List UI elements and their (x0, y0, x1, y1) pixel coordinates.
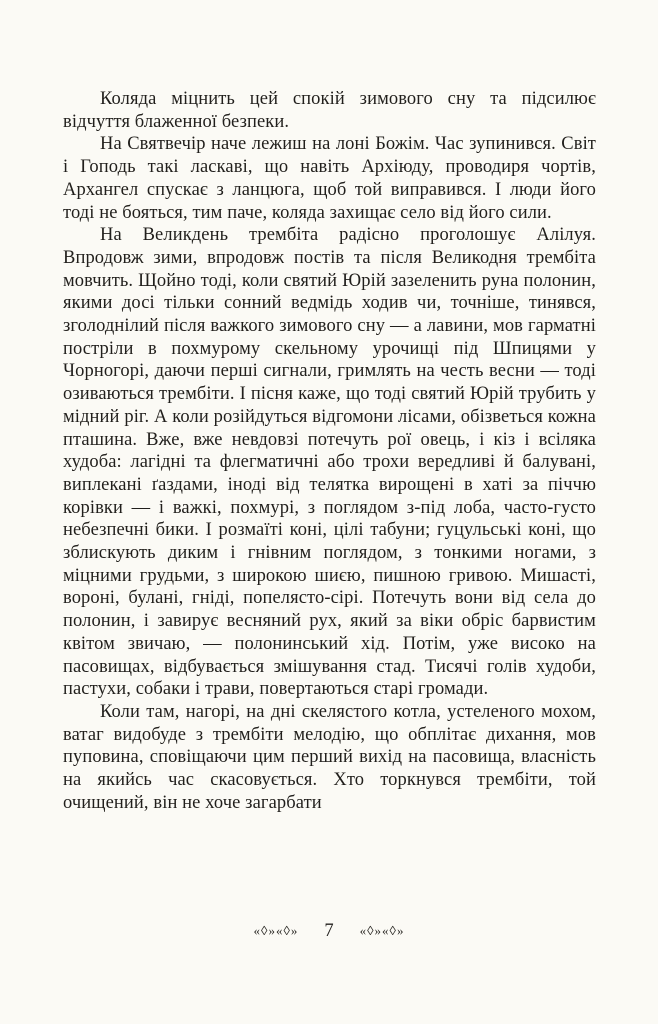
page-number: 7 (324, 921, 334, 941)
page-footer (0, 921, 658, 942)
footer-ornament-right-icon: «◊»«◊» (359, 923, 405, 938)
text-block (63, 88, 596, 815)
paragraph-3: На Великдень трембіта радісно проголошує Алілуя. Впродовж зими, впродовж постів та після Великодня трембіта мовчить. Щойно тоді, коли святий Юрій зазеленить руна полонин, якими досі тільки сонний ведмідь ходив чи, точніше, тинявся, зголоднілий після важкого зимового сну — а лавини, мов гарматні постріли в похмурому скельному урочищі під Шпицями у Чорногорі, даючи перші сигнали, гримлять на честь весни — тоді озиваються трембіти. І пісня каже, що тоді святий Юрій трубить у мідний ріг. А коли розійдуться відгомони лісами, обізветься кожна пташина. Вже, вже невдовзі потечуть рої овець, і кіз і всіляка худоба: лагідні та флегматичні або трохи вередливі й балувані, виплекані ґаздами, іноді від телятка вирощені в хаті за піччю корівки — і важкі, похмурі, з поглядом з-під лоба, часто-густо небезпечні бики. І розмаїті коні, цілі табуни; гуцульські коні, що зблискують диким і гнівним поглядом, з тонкими ногами, з міцними грудьми, з широкою шиєю, пишною гривою. Мишасті, вороні, булані, гніді, попелясто-сірі. Потечуть вони від села до полонин, і завирує весняний рух, який за віки обріс барвистим квітом звичаю, — полонинський хід. Потім, уже високо на пасовищах, відбувається змішування стад. Тисячі голів худоби, пастухи, собаки і трави, повертаються старі громади. (63, 225, 596, 700)
paragraph-1: Коляда міцнить цей спокій зимового сну та підсилює відчуття блаженної безпеки. (63, 89, 596, 132)
footer-ornament-left-icon: «◊»«◊» (253, 923, 299, 938)
paragraph-4: Коли там, нагорі, на дні скелястого котла, устеленого мохом, ватаг видобуде з трембіти мелодію, що обплітає дихання, мов пуповина, сповіщаючи цим перший вихід на пасовища, власність на якийсь час скасовується. Хто торкнувся трембіти, той очищений, він не хоче загарбати (63, 701, 596, 813)
paragraph-2: На Святвечір наче лежиш на лоні Божім. Час зупинився. Світ і Гоподь такі ласкаві, що навіть Архіюду, проводиря чортів, Архангел спускає з ланцюга, щоб той виправився. І люди його тоді не бояться, тим паче, коляда захищає село від його сили. (63, 134, 596, 223)
